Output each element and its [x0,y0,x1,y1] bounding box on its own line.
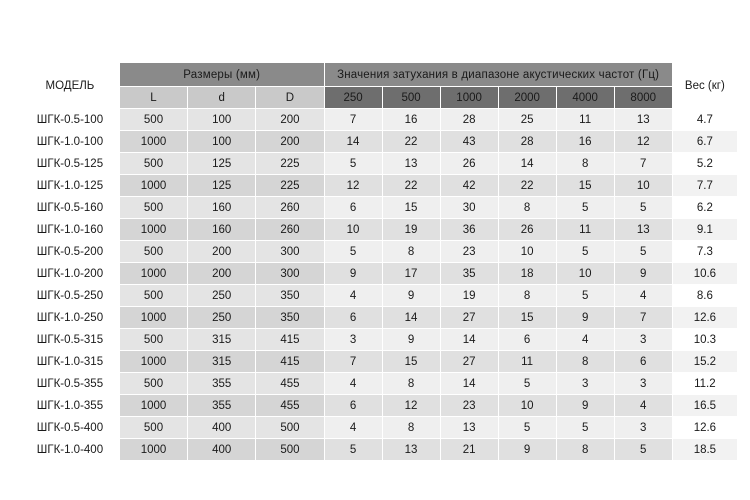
cell-model: ШГК-0.5-160 [13,197,120,219]
cell-value: 4.7 [672,109,737,131]
cell-value: 200 [188,263,256,285]
cell-value: 225 [256,153,324,175]
cell-value: 1000 [119,395,187,417]
cell-value: 500 [119,241,187,263]
cell-value: 260 [256,197,324,219]
cell-value: 350 [256,307,324,329]
cell-value: 4 [614,285,672,307]
cell-value: 5 [556,285,614,307]
cell-value: 13 [440,417,498,439]
subheader-D: D [256,87,324,109]
cell-value: 500 [119,153,187,175]
cell-value: 27 [440,351,498,373]
cell-model: ШГК-0.5-315 [13,329,120,351]
cell-value: 10.3 [672,329,737,351]
cell-value: 500 [119,329,187,351]
cell-value: 28 [498,131,556,153]
cell-value: 12.6 [672,307,737,329]
cell-value: 6 [324,395,382,417]
cell-value: 3 [614,373,672,395]
cell-value: 4 [324,285,382,307]
cell-value: 9 [614,263,672,285]
cell-model: ШГК-0.5-355 [13,373,120,395]
cell-value: 5.2 [672,153,737,175]
cell-value: 14 [382,307,440,329]
cell-value: 6 [324,197,382,219]
subheader-d: d [188,87,256,109]
cell-value: 160 [188,219,256,241]
cell-value: 22 [498,175,556,197]
cell-value: 10 [498,395,556,417]
cell-value: 3 [614,417,672,439]
cell-model: ШГК-0.5-200 [13,241,120,263]
cell-value: 16 [556,131,614,153]
cell-value: 8 [382,417,440,439]
cell-value: 28 [440,109,498,131]
cell-value: 7 [614,153,672,175]
cell-value: 5 [556,417,614,439]
cell-value: 5 [614,197,672,219]
cell-model: ШГК-1.0-400 [13,439,120,461]
cell-value: 3 [324,329,382,351]
cell-model: ШГК-1.0-160 [13,219,120,241]
cell-value: 315 [188,351,256,373]
cell-value: 18 [498,263,556,285]
cell-value: 13 [382,153,440,175]
cell-value: 125 [188,153,256,175]
cell-value: 7.3 [672,241,737,263]
cell-value: 11 [556,109,614,131]
cell-value: 30 [440,197,498,219]
cell-value: 4 [614,395,672,417]
cell-value: 8 [556,351,614,373]
cell-value: 10 [324,219,382,241]
cell-value: 15 [498,307,556,329]
cell-value: 1000 [119,351,187,373]
table-row [13,351,738,373]
cell-value: 15 [556,175,614,197]
header-row-groups [13,63,738,87]
table-row [13,395,738,417]
cell-value: 300 [256,263,324,285]
subheader-L: L [119,87,187,109]
cell-value: 14 [324,131,382,153]
cell-value: 9 [498,439,556,461]
cell-model: ШГК-1.0-125 [13,175,120,197]
cell-value: 35 [440,263,498,285]
cell-value: 3 [614,329,672,351]
table-row [13,109,738,131]
cell-value: 4 [324,373,382,395]
cell-value: 500 [256,439,324,461]
table-row [13,197,738,219]
cell-model: ШГК-0.5-125 [13,153,120,175]
cell-value: 250 [188,285,256,307]
cell-value: 11 [556,219,614,241]
cell-value: 13 [382,439,440,461]
cell-value: 1000 [119,219,187,241]
cell-model: ШГК-0.5-100 [13,109,120,131]
cell-value: 5 [614,241,672,263]
cell-value: 9 [324,263,382,285]
cell-value: 7 [614,307,672,329]
cell-value: 1000 [119,307,187,329]
cell-value: 260 [256,219,324,241]
cell-value: 21 [440,439,498,461]
cell-value: 15.2 [672,351,737,373]
cell-value: 200 [188,241,256,263]
table-row [13,417,738,439]
cell-value: 350 [256,285,324,307]
cell-value: 10 [614,175,672,197]
cell-value: 5 [324,241,382,263]
cell-value: 12 [382,395,440,417]
table-row [13,241,738,263]
cell-value: 400 [188,439,256,461]
cell-value: 315 [188,329,256,351]
cell-value: 200 [256,131,324,153]
cell-value: 16.5 [672,395,737,417]
cell-value: 5 [324,439,382,461]
cell-value: 6.7 [672,131,737,153]
cell-value: 5 [556,197,614,219]
cell-value: 26 [440,153,498,175]
cell-model: ШГК-0.5-250 [13,285,120,307]
subheader-500: 500 [382,87,440,109]
cell-value: 11 [498,351,556,373]
cell-value: 1000 [119,439,187,461]
cell-value: 16 [382,109,440,131]
cell-value: 12 [324,175,382,197]
cell-value: 5 [614,439,672,461]
table-row [13,373,738,395]
cell-value: 19 [440,285,498,307]
cell-model: ШГК-1.0-315 [13,351,120,373]
cell-value: 300 [256,241,324,263]
cell-value: 415 [256,329,324,351]
cell-value: 12 [614,131,672,153]
cell-value: 455 [256,373,324,395]
cell-value: 100 [188,109,256,131]
cell-value: 6 [614,351,672,373]
cell-value: 8.6 [672,285,737,307]
cell-value: 14 [498,153,556,175]
cell-value: 200 [256,109,324,131]
header-row-subheaders [13,87,738,109]
cell-value: 8 [382,373,440,395]
cell-value: 500 [119,285,187,307]
cell-value: 8 [498,285,556,307]
cell-value: 18.5 [672,439,737,461]
cell-value: 4 [324,417,382,439]
cell-value: 23 [440,241,498,263]
cell-value: 19 [382,219,440,241]
table-row [13,131,738,153]
cell-model: ШГК-1.0-355 [13,395,120,417]
table-body [13,109,738,461]
cell-value: 13 [614,109,672,131]
cell-value: 500 [256,417,324,439]
cell-value: 7.7 [672,175,737,197]
cell-value: 10 [556,263,614,285]
cell-value: 7 [324,109,382,131]
cell-value: 8 [498,197,556,219]
cell-value: 250 [188,307,256,329]
cell-value: 6.2 [672,197,737,219]
subheader-1000: 1000 [440,87,498,109]
cell-value: 15 [382,351,440,373]
cell-value: 10.6 [672,263,737,285]
cell-value: 10 [498,241,556,263]
header-dimensions-group: Размеры (мм) [119,63,324,87]
cell-value: 3 [556,373,614,395]
cell-model: ШГК-0.5-400 [13,417,120,439]
table-row [13,439,738,461]
cell-value: 42 [440,175,498,197]
cell-value: 23 [440,395,498,417]
cell-value: 6 [324,307,382,329]
table-row [13,307,738,329]
cell-value: 355 [188,395,256,417]
cell-value: 26 [498,219,556,241]
cell-value: 13 [614,219,672,241]
subheader-4000: 4000 [556,87,614,109]
cell-value: 15 [382,197,440,219]
table-row [13,219,738,241]
cell-value: 1000 [119,131,187,153]
cell-value: 9.1 [672,219,737,241]
cell-value: 12.6 [672,417,737,439]
cell-value: 125 [188,175,256,197]
cell-value: 27 [440,307,498,329]
specifications-table [12,62,738,461]
cell-model: ШГК-1.0-250 [13,307,120,329]
cell-value: 355 [188,373,256,395]
cell-value: 8 [556,153,614,175]
cell-value: 1000 [119,263,187,285]
cell-value: 455 [256,395,324,417]
subheader-250: 250 [324,87,382,109]
cell-value: 6 [498,329,556,351]
cell-value: 500 [119,197,187,219]
cell-value: 22 [382,131,440,153]
cell-value: 11.2 [672,373,737,395]
cell-value: 225 [256,175,324,197]
cell-value: 160 [188,197,256,219]
table-row [13,263,738,285]
cell-value: 500 [119,417,187,439]
cell-value: 5 [324,153,382,175]
header-attenuation-group: Значения затухания в диапазоне акустических частот (Гц) [324,63,672,87]
cell-value: 8 [556,439,614,461]
cell-value: 22 [382,175,440,197]
cell-value: 500 [119,109,187,131]
cell-value: 4 [556,329,614,351]
cell-value: 17 [382,263,440,285]
cell-value: 500 [119,373,187,395]
subheader-2000: 2000 [498,87,556,109]
cell-value: 36 [440,219,498,241]
cell-value: 25 [498,109,556,131]
table-head [13,63,738,109]
cell-value: 14 [440,373,498,395]
cell-value: 5 [498,417,556,439]
cell-value: 9 [556,307,614,329]
cell-value: 8 [382,241,440,263]
cell-value: 14 [440,329,498,351]
cell-value: 7 [324,351,382,373]
cell-model: ШГК-1.0-200 [13,263,120,285]
table-row [13,329,738,351]
cell-value: 100 [188,131,256,153]
cell-value: 43 [440,131,498,153]
header-weight: Вес (кг) [672,63,737,109]
subheader-8000: 8000 [614,87,672,109]
table-row [13,153,738,175]
cell-model: ШГК-1.0-100 [13,131,120,153]
table-row [13,285,738,307]
cell-value: 1000 [119,175,187,197]
cell-value: 9 [382,329,440,351]
cell-value: 9 [556,395,614,417]
cell-value: 5 [498,373,556,395]
table-row [13,175,738,197]
cell-value: 415 [256,351,324,373]
cell-value: 400 [188,417,256,439]
header-model: МОДЕЛЬ [13,63,120,109]
cell-value: 9 [382,285,440,307]
cell-value: 5 [556,241,614,263]
